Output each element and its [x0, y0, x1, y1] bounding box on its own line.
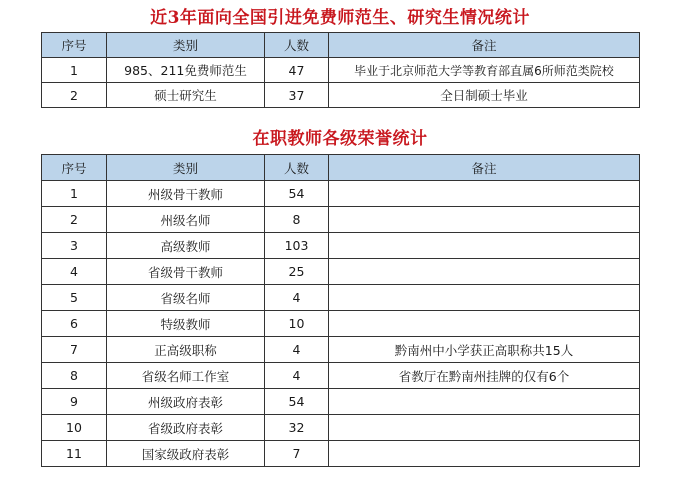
- cell-index: 9: [42, 389, 107, 415]
- cell-remark: 省教厅在黔南州挂牌的仅有6个: [329, 363, 640, 389]
- cell-index: 2: [42, 83, 107, 108]
- table-row: [42, 285, 640, 311]
- table-row: [42, 441, 640, 467]
- table-row: [42, 363, 640, 389]
- table-row: [42, 415, 640, 441]
- cell-count: 4: [265, 337, 329, 363]
- cell-index: 7: [42, 337, 107, 363]
- header-count: 人数: [265, 155, 329, 181]
- header-count: 人数: [265, 33, 329, 58]
- cell-remark: 全日制硕士毕业: [329, 83, 640, 108]
- table-row: [42, 233, 640, 259]
- cell-category: 国家级政府表彰: [107, 441, 265, 467]
- honors-table-title: 在职教师各级荣誉统计: [252, 129, 428, 149]
- cell-count: 47: [265, 58, 329, 83]
- cell-index: 8: [42, 363, 107, 389]
- cell-count: 10: [265, 311, 329, 337]
- honors-table: [41, 154, 640, 467]
- cell-count: 37: [265, 83, 329, 108]
- table-row: [42, 58, 640, 83]
- table-row: [42, 259, 640, 285]
- cell-category: 高级教师: [107, 233, 265, 259]
- cell-category: 特级教师: [107, 311, 265, 337]
- cell-count: 103: [265, 233, 329, 259]
- cell-remark: [329, 311, 640, 337]
- header-index: 序号: [42, 155, 107, 181]
- cell-index: 4: [42, 259, 107, 285]
- cell-category: 硕士研究生: [107, 83, 265, 108]
- cell-remark: [329, 415, 640, 441]
- cell-remark: [329, 181, 640, 207]
- cell-index: 5: [42, 285, 107, 311]
- cell-index: 2: [42, 207, 107, 233]
- cell-index: 3: [42, 233, 107, 259]
- cell-category: 州级骨干教师: [107, 181, 265, 207]
- cell-index: 1: [42, 181, 107, 207]
- cell-count: 25: [265, 259, 329, 285]
- cell-remark: [329, 441, 640, 467]
- cell-count: 7: [265, 441, 329, 467]
- cell-remark: [329, 389, 640, 415]
- cell-count: 4: [265, 285, 329, 311]
- cell-category: 省级政府表彰: [107, 415, 265, 441]
- cell-category: 州级名师: [107, 207, 265, 233]
- cell-remark: [329, 259, 640, 285]
- cell-remark: [329, 233, 640, 259]
- header-index: 序号: [42, 33, 107, 58]
- table-row: [42, 389, 640, 415]
- cell-category: 正高级职称: [107, 337, 265, 363]
- cell-remark: 毕业于北京师范大学等教育部直属6所师范类院校: [329, 58, 640, 83]
- cell-count: 54: [265, 181, 329, 207]
- cell-count: 8: [265, 207, 329, 233]
- cell-remark: [329, 207, 640, 233]
- cell-index: 10: [42, 415, 107, 441]
- cell-remark: [329, 285, 640, 311]
- header-category: 类别: [107, 155, 265, 181]
- header-remark: 备注: [329, 33, 640, 58]
- cell-remark: 黔南州中小学获正高职称共15人: [329, 337, 640, 363]
- table-header-row: [42, 33, 640, 58]
- cell-count: 4: [265, 363, 329, 389]
- header-category: 类别: [107, 33, 265, 58]
- recruitment-table-title: 近3年面向全国引进免费师范生、研究生情况统计: [150, 8, 530, 28]
- table-row: [42, 181, 640, 207]
- cell-category: 省级骨干教师: [107, 259, 265, 285]
- header-remark: 备注: [329, 155, 640, 181]
- cell-index: 6: [42, 311, 107, 337]
- table-row: [42, 207, 640, 233]
- table-row: [42, 337, 640, 363]
- table-header-row: [42, 155, 640, 181]
- table-row: [42, 83, 640, 108]
- cell-category: 省级名师: [107, 285, 265, 311]
- cell-index: 1: [42, 58, 107, 83]
- cell-category: 985、211免费师范生: [107, 58, 265, 83]
- cell-count: 32: [265, 415, 329, 441]
- cell-category: 州级政府表彰: [107, 389, 265, 415]
- cell-index: 11: [42, 441, 107, 467]
- table-row: [42, 311, 640, 337]
- cell-category: 省级名师工作室: [107, 363, 265, 389]
- cell-count: 54: [265, 389, 329, 415]
- recruitment-table: [41, 32, 640, 108]
